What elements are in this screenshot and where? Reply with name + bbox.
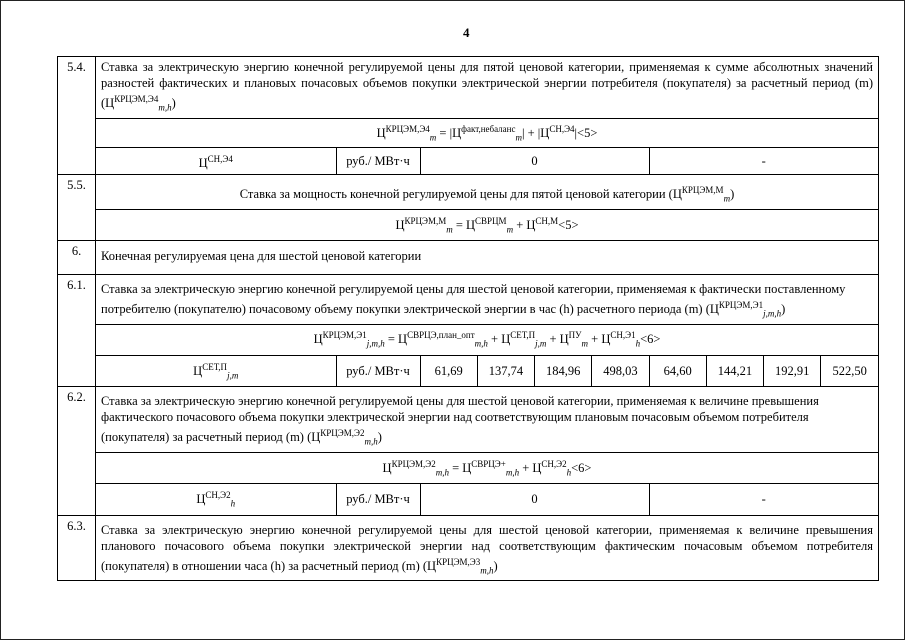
tariff-table bbox=[57, 56, 879, 581]
row-text: Ставка за мощность конечной регулируемой цены для пятой ценовой категории $(Ц^{КРЦЭМ,М}_m)$ bbox=[96, 175, 879, 210]
value-cell: 64,60 bbox=[649, 356, 706, 387]
unit: руб./ МВт·ч bbox=[336, 484, 420, 515]
value-cell: 0 bbox=[420, 484, 649, 515]
row-text: Ставка за электрическую энергию конечной регулируемой цены для шестой ценовой категории, применяемая к величине превышения фактического почасового объема покупки электрической энергии над соответствующим плановым почасовым объемом потребителя (покупателя) за расчетный период (m) $(Ц^{КРЦЭМ,Э2}_{m,h})$ bbox=[96, 387, 879, 453]
value-cell: 522,50 bbox=[821, 356, 878, 387]
row-number: 6. bbox=[58, 241, 96, 275]
row-6 bbox=[58, 241, 879, 275]
unit: руб./ МВт·ч bbox=[336, 148, 420, 174]
value-cell: 61,69 bbox=[420, 356, 477, 387]
unit: руб./ МВт·ч bbox=[336, 356, 420, 387]
formula: $Ц^{КРЦЭМ,Э1}_{j,m,h} = Ц^{СВРЦЭ,план\_опт}_{m,h} + Ц^{СЕТ,П}_{j,m} + Ц^{ПУ}_m + Ц^{СН,Э1}_h<6>$ bbox=[96, 324, 879, 355]
parameter: $Ц^{СН,Э2}_h$ bbox=[196, 490, 236, 509]
value-cell: 0 bbox=[420, 148, 649, 174]
row-number: 6.3. bbox=[58, 515, 96, 581]
formula: $Ц^{КРЦЭМ,М}_m = Ц^{СВРЦМ}_m + Ц^{СН,М}<5>$ bbox=[96, 210, 879, 241]
parameter: $Ц^{СН,Э4}$ bbox=[198, 154, 233, 171]
row-6-1 bbox=[58, 275, 879, 325]
formula: $Ц^{КРЦЭМ,Э2}_{m,h} = Ц^{СВРЦЭ+}_{m,h} + Ц^{СН,Э2}_h<6>$ bbox=[96, 453, 879, 484]
row-text: Ставка за электрическую энергию конечной регулируемой цены для пятой ценовой категории, применяемая к сумме абсолютных значений разностей фактических и плановых почасовых объемов покупки электрической энергии потребителя (покупателя) за расчетный период (m) $(Ц^{КРЦЭМ,Э4}_{m,h})$ bbox=[96, 57, 879, 119]
row-5-5 bbox=[58, 175, 879, 210]
row-number: 6.2. bbox=[58, 387, 96, 515]
page-number: 4 bbox=[463, 25, 470, 40]
value-cell: - bbox=[649, 148, 878, 174]
value-cell: 192,91 bbox=[764, 356, 821, 387]
row-number: 5.4. bbox=[58, 57, 96, 175]
row-6-2 bbox=[58, 387, 879, 453]
row-text: Ставка за электрическую энергию конечной регулируемой цены для шестой ценовой категории, применяемая к величине превышения планового почасового объема покупки электрической энергии над соответствующим фактическим почасовым объемом потребителя (покупателя) в отношении часа (h) за расчетный период (m) $(Ц^{КРЦЭМ,Э3}_{m,h})$ bbox=[96, 515, 879, 581]
value-cell: 184,96 bbox=[535, 356, 592, 387]
row-5-4 bbox=[58, 57, 879, 119]
value-cell: - bbox=[649, 484, 878, 515]
parameter: $Ц^{СЕТ,П}_{j,m}$ bbox=[193, 361, 239, 381]
formula: $Ц^{КРЦЭМ,Э4}_m = |Ц^{факт,небаланс}_m| + |Ц^{СН,Э4}|<5>$ bbox=[96, 118, 879, 148]
row-number: 5.5. bbox=[58, 175, 96, 241]
row-6-3 bbox=[58, 515, 879, 581]
value-cell: 144,21 bbox=[706, 356, 763, 387]
row-text: Ставка за электрическую энергию конечной регулируемой цены для шестой ценовой категории, применяемая к фактически поставленному потребителю (покупателю) почасовому объему покупки электрической энергии в час (h) расчетного периода (m) $(Ц^{КРЦЭМ,Э1}_{j,m,h})$ bbox=[96, 275, 879, 325]
row-text: Конечная регулируемая цена для шестой ценовой категории bbox=[96, 241, 879, 275]
value-cell: 498,03 bbox=[592, 356, 649, 387]
value-cell: 137,74 bbox=[477, 356, 534, 387]
row-number: 6.1. bbox=[58, 275, 96, 387]
